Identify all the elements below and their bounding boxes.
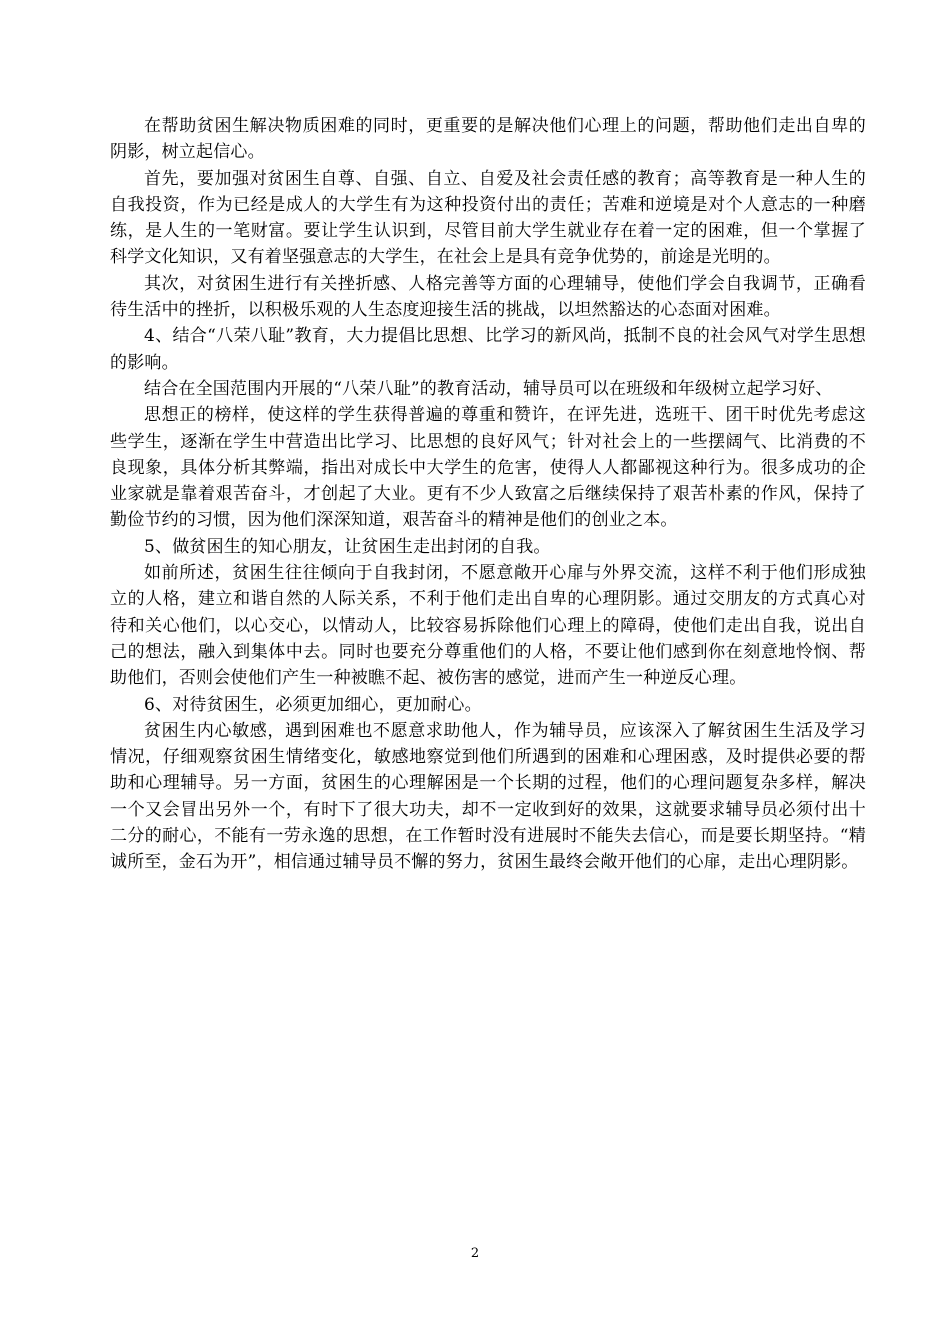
heading-point-4: 4、结合“八荣八耻”教育，大力提倡比思想、比学习的新风尚，抵制不良的社会风气对学生思想的影响。 xyxy=(110,326,866,373)
paragraph-second: 其次，对贫困生进行有关挫折感、人格完善等方面的心理辅导，使他们学会自我调节，正确看待生活中的挫折，以积极乐观的人生态度迎接生活的挑战，以坦然豁达的心态面对困难。 xyxy=(110,273,866,321)
heading-point-5: 5、做贫困生的知心朋友，让贫困生走出封闭的自我。 xyxy=(144,536,551,557)
paragraph-point-4-b: 思想正的榜样，使这样的学生获得普遍的尊重和赞许，在评先进，选班干、团干时优先考虑这些学生，逐渐在学生中营造出比学习、比思想的良好风气；针对社会上的一些摆阔气、比消费的不良现象，具体分析其弊端，指出对成长中大学生的危害，使得人人都鄙视这种行为。很多成功的企业家就是靠着艰苦奋斗，才创起了大业。更有不少人致富之后继续保持了艰苦朴素的作风，保持了勤俭节约的习惯，因为他们深深知道，艰苦奋斗的精神是他们的创业之本。 xyxy=(110,405,866,531)
paragraph-point-5: 如前所述，贫困生往往倾向于自我封闭，不愿意敞开心扉与外界交流，这样不利于他们形成独立的人格，建立和谐自然的人际关系，不利于他们走出自卑的心理阴影。通过交朋友的方式真心对待和关心他们，以心交心，以情动人，比较容易拆除他们心理上的障碍，使他们走出自我，说出自己的想法，融入到集体中去。同时也要充分尊重他们的人格，不要让他们感到你在刻意地怜悯、帮助他们，否则会使他们产生一种被瞧不起、被伤害的感觉，进而产生一种逆反心理。 xyxy=(110,563,866,689)
heading-point-6: 6、对待贫困生，必须更加细心，更加耐心。 xyxy=(144,694,482,715)
paragraph-point-6: 贫困生内心敏感，遇到困难也不愿意求助他人，作为辅导员，应该深入了解贫困生生活及学习情况，仔细观察贫困生情绪变化，敏感地察觉到他们所遇到的困难和心理困惑，及时提供必要的帮助和心理辅导。另一方面，贫困生的心理解困是一个长期的过程，他们的心理问题复杂多样，解决一个又会冒出另外一个，有时下了很大功夫，却不一定收到好的效果，这就要求辅导员必须付出十二分的耐心，不能有一劳永逸的思想，在工作暂时没有进展时不能失去信心，而是要长期坚持。“精诚所至，金石为开”，相信通过辅导员不懈的努力，贫困生最终会敞开他们的心扉，走出心理阴影。 xyxy=(110,720,866,873)
document-body xyxy=(110,113,866,876)
paragraph-intro: 在帮助贫困生解决物质困难的同时，更重要的是解决他们心理上的问题，帮助他们走出自卑的阴影，树立起信心。 xyxy=(110,116,866,163)
paragraph-point-4-a: 结合在全国范围内开展的“八荣八耻”的教育活动，辅导员可以在班级和年级树立起学习好、 xyxy=(144,378,833,399)
page-number: 2 xyxy=(470,1246,480,1261)
paragraph-first: 首先，要加强对贫困生自尊、自强、自立、自爱及社会责任感的教育；高等教育是一种人生的自我投资，作为已经是成人的大学生有为这种投资付出的责任；苦难和逆境是对个人意志的一种磨练，是人生的一笔财富。要让学生认识到，尽管目前大学生就业存在着一定的困难，但一个掌握了科学文化知识，又有着坚强意志的大学生，在社会上是具有竞争优势的，前途是光明的。 xyxy=(110,168,866,268)
